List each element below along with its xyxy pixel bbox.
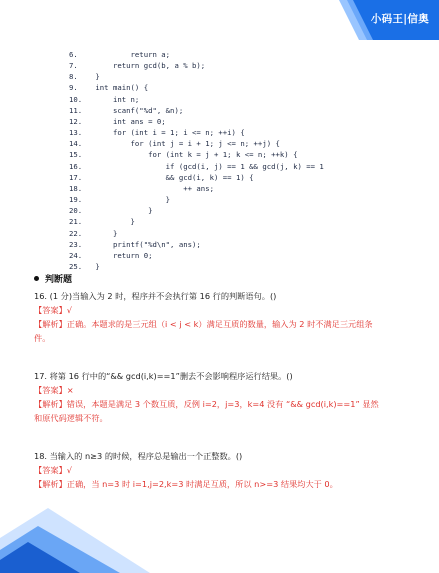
code-line: 8. } [69, 72, 100, 82]
code-line: 6. return a; [69, 50, 171, 59]
question-text: 18. 当输入的 n≥3 的时候，程序总是输出一个正整数。() [34, 451, 243, 461]
brand-logo: 小码王|信奥 [370, 13, 429, 25]
explanation-text: 【解析】正确，当 n=3 时 i=1,j=2,k=3 时满足互质，所以 n>=3 结果均大于 0。 [34, 479, 338, 489]
code-line: 11. scanf("%d", &n); [69, 105, 184, 115]
question-text: 16. (1 分)当输入为 2 时，程序并不会执行第 16 行的判断语句。() [34, 291, 277, 301]
code-line: 17. && gcd(i, k) == 1) { [69, 172, 254, 182]
code-line: 24. return 0; [69, 250, 153, 260]
code-line: 12. int ans = 0; [69, 116, 166, 126]
question-17 [34, 369, 386, 425]
code-line: 16. if (gcd(i, j) == 1 && gcd(j, k) == 1 [69, 161, 324, 171]
section-heading [34, 272, 72, 285]
code-line: 21. } [69, 217, 135, 227]
answer-text: 【答案】√ [34, 465, 72, 475]
code-line: 25. } [69, 261, 100, 271]
code-line: 14. for (int j = i + 1; j <= n; ++j) { [69, 139, 280, 149]
code-line: 19. } [69, 195, 171, 205]
bullet-icon [34, 276, 39, 281]
question-16 [34, 289, 386, 345]
explanation-text: 【解析】错误，本题是满足 3 个数互质，反例 i=2，j=3，k=4 没有 “&& gcd(i,k)==1” 显然和原代码逻辑不符。 [34, 399, 379, 423]
footer-corner-decoration [0, 508, 150, 573]
code-line: 7. return gcd(b, a % b); [69, 61, 206, 71]
section-title: 判断题 [45, 275, 73, 285]
code-line: 13. for (int i = 1; i <= n; ++i) { [69, 128, 245, 138]
code-line: 23. printf("%d\n", ans); [69, 239, 201, 249]
code-line: 10. int n; [69, 94, 140, 104]
code-line: 18. ++ ans; [69, 183, 214, 193]
code-line: 22. } [69, 228, 118, 238]
answer-text: 【答案】√ [34, 305, 72, 315]
answer-text: 【答案】× [34, 385, 74, 395]
explanation-text: 【解析】正确。本题求的是三元组（i < j < k）满足互质的数量，输入为 2 时不满足三元组条件。 [34, 319, 373, 343]
code-line: 15. for (int k = j + 1; k <= n; ++k) { [69, 150, 298, 160]
question-text: 17. 将第 16 行中的“&& gcd(i,k)==1”删去不会影响程序运行结果。() [34, 371, 293, 381]
question-18 [34, 449, 386, 491]
code-line: 20. } [69, 206, 153, 216]
code-block [69, 49, 324, 272]
code-line: 9. int main() { [69, 83, 149, 93]
